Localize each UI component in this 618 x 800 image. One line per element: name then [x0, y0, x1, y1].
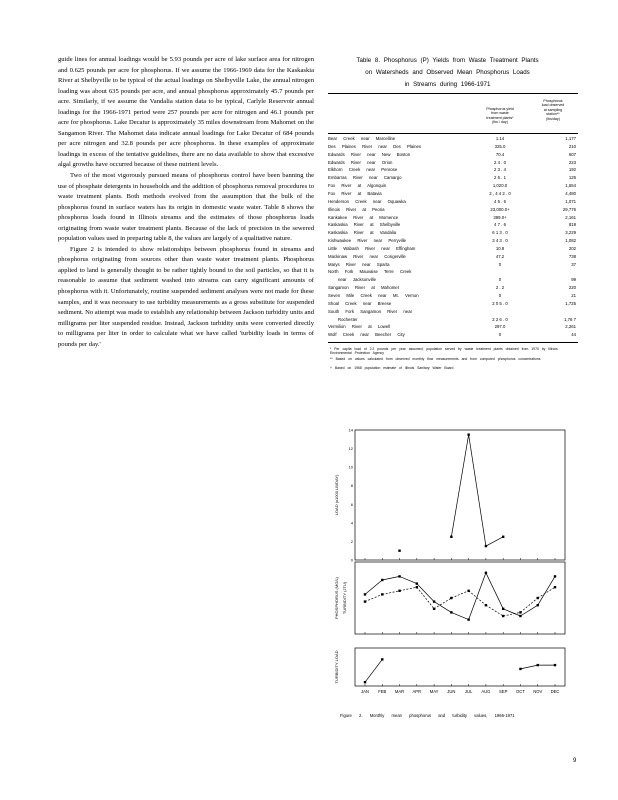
- table-row: [328, 174, 576, 182]
- table-row: [328, 206, 576, 214]
- station-name: Sangamon River at Mahomet: [328, 285, 399, 291]
- data-point: [554, 664, 556, 666]
- series-line-segment: [538, 576, 555, 605]
- observed-load-value: 192: [568, 167, 576, 173]
- waste-yield-value: 2 2 6 . 0: [492, 316, 508, 322]
- x-tick-label: JUN: [447, 689, 456, 694]
- table-row: [328, 292, 576, 300]
- table-row: [328, 151, 576, 159]
- observed-load-value: 738: [568, 253, 576, 259]
- table-row: [328, 300, 576, 308]
- y-tick-label: 10: [348, 464, 353, 470]
- y-tick-label: 14: [348, 427, 353, 433]
- chart-panel-frame: [355, 430, 565, 560]
- column-header-line: station**: [546, 112, 560, 117]
- table-row: [328, 245, 576, 253]
- waste-yield-value: 2 , 4 4 2 . 0: [489, 190, 511, 196]
- data-point: [554, 586, 556, 588]
- observed-load-value: 202: [568, 245, 576, 251]
- observed-load-value: 607: [568, 151, 576, 157]
- series-line-segment: [365, 594, 382, 601]
- waste-yield-value: 0: [498, 332, 502, 338]
- observed-load-value: 44: [571, 332, 576, 338]
- body-text-column: [58, 55, 314, 350]
- paragraph-loadings: guide lines for annual loadings would be 5.93 pounds per acre of lake surface area for nitrogen and 0.625 pounds per acre for phosphorus. If we assume the 1966-1969 data for the Kaskaskia River at Shelbyville to be typical of the actual loadings on Shelbyville Lake, the annual nitrogen loading was about 635 pounds per acre, and annual phosphorus approximately 45.7 pounds per acre. Similarly, if we assume the Vandalia station data to be typical, Carlyle Reservoir annual loadings for the 1966-1971 period were 257 pounds per acre for nitrogen and 46.1 pounds per acre for phosphorus. Lake Decatur is approximately 35 miles downstream from Mahomet on the Sangamon River. The Mahomet data indicate annual loadings for Lake Decatur of 684 pounds per acre nitrogen and 32.8 pounds per acre phosphorus. In these examples of approximate loadings in excess of the tentative guidelines, there are no data available to show that excessive algal growths have occurred because of these nutrient levels.: [58, 56, 314, 169]
- waste-yield-value: 47.2: [495, 253, 505, 259]
- observed-load-value: 125: [568, 175, 576, 181]
- series-line-segment: [538, 587, 555, 598]
- waste-yield-value: 0: [498, 293, 502, 298]
- observed-load-value: 1,725: [565, 300, 576, 306]
- station-name: Kishwaukee River near Perryville: [328, 238, 407, 244]
- observed-load-value: 1,071: [565, 198, 576, 204]
- series-line-segment: [382, 591, 399, 595]
- page-number: 9: [573, 758, 577, 764]
- series-line-segment: [486, 537, 503, 546]
- table-row: [328, 237, 576, 245]
- observed-load-value: 99: [571, 277, 576, 283]
- series-line-segment: [400, 576, 417, 583]
- column-header-line: Phosphorus: [543, 99, 563, 103]
- station-name: Little Wabash River near Effingham: [328, 245, 416, 251]
- x-tick-label: SEP: [498, 689, 508, 694]
- series-line-segment: [365, 580, 382, 594]
- waste-yield-value: 23,000.0+: [490, 206, 510, 212]
- waste-yield-value: 2 0 5 . 0: [492, 300, 508, 306]
- x-tick-label: APR: [412, 689, 422, 694]
- data-point: [398, 550, 400, 552]
- column-header-line: (lbs/day): [546, 116, 560, 121]
- observed-load-value: 3,229: [565, 230, 576, 236]
- x-tick-label: JAN: [361, 689, 369, 694]
- table-row: [328, 268, 576, 276]
- series-line-segment: [434, 602, 451, 613]
- chart-panel-frame: [355, 648, 565, 686]
- waste-yield-value: 399.0+: [493, 214, 507, 220]
- series-line-segment: [365, 659, 382, 682]
- station-name: Fox River at Batavia: [328, 190, 382, 196]
- table-title-line: Table 8. Phosphorus (P) Yields from Waste Treatment Plants: [356, 57, 539, 64]
- table-title-line: on Watersheds and Observed Mean Phosphorus Loads: [365, 69, 530, 76]
- paragraph-phosphorus-control: Two of the most vigorously pursued means of phosphorus control have been banning the use of phosphate detergents in households and the addition of phosphorus removal procedures to waste treatment plants. Both methods evolved from the assumption that the bulk of the phosphorus found in surface waters has its origin in domestic waste water. Table 8 shows the phosphorus loads found in Illinois streams and the estimates of those phosphorus loads originating from waste water treatment plants. Because of the lack of precision in the sewered population values used in preparing table 8, the values are largely of a qualitative nature.: [58, 172, 314, 243]
- x-tick-label: NOV: [533, 689, 543, 694]
- station-name: Edwards River near Orion: [328, 159, 393, 165]
- station-name: Mackinaw River near Congerville: [328, 253, 406, 259]
- observed-load-value: 223: [568, 159, 576, 165]
- footnote: ** Based on values calculated from observed monthly flow measurements and from computed phosphorus concentrations: [330, 357, 541, 361]
- table-title: [330, 55, 565, 91]
- y-tick-label: 2: [350, 538, 353, 544]
- series-line-segment: [486, 573, 503, 609]
- table-row: [328, 190, 576, 198]
- station-name: Rochester: [338, 316, 358, 322]
- waste-yield-value: 10.8: [495, 245, 505, 251]
- x-tick-label: AUG: [481, 689, 491, 694]
- table-row: [328, 323, 576, 331]
- waste-yield-value: 70.4: [495, 151, 505, 157]
- y-tick-label: 0: [350, 557, 353, 563]
- waste-yield-value: 2 4 . 0: [494, 159, 506, 165]
- column-header-line: from waste: [491, 111, 509, 116]
- y-tick-label: 8: [350, 483, 353, 489]
- waste-yield-value: 6 1 3 . 0: [492, 230, 508, 236]
- table-top-rule: [328, 93, 578, 94]
- observed-load-value: 1,177: [565, 136, 576, 141]
- table-row: [328, 166, 576, 174]
- table-row: [328, 135, 576, 143]
- waste-yield-value: 0: [498, 277, 502, 283]
- paragraph-figure-2: Figure 2 is intended to show relationships between phosphorus found in streams and phosphorus originating from sources other than waste water treatment plants. Phosphorus applied to land is generally thought to be rather tightly bound to the soil particles, so that it is reasonable to assume that sediment washed into streams can carry significant amounts of phosphorus with it. Unfortunately, routine suspended sediment analyses were not made for these samples, and it was necessary to use turbidity measurements as a gross substitute for suspended sediment. No attempt was made to establish any relationship between Jackson turbidity units and milligrams per liter suspended residue. Instead, Jackson turbidity units were converted directly to milligrams per liter in order to calculate what we have called 'turbidity loads in terms of pounds per day.': [58, 245, 315, 348]
- series-line-segment: [400, 587, 417, 591]
- x-tick-label: FEB: [378, 689, 387, 694]
- observed-load-value: 4,480: [565, 190, 576, 196]
- footnote: * Per capita load of 2.2 pounds per year assumed; population served by waste treatment plants obtained from 1970 by Illinois Environmental Protection Agency: [330, 347, 558, 356]
- observed-load-value: 1,082: [565, 238, 576, 244]
- x-tick-label: JUL: [464, 689, 473, 694]
- waste-yield-value: 3 4 3 . 0: [492, 238, 508, 244]
- station-name: Embarras River near Camargo: [328, 175, 402, 181]
- data-point: [554, 575, 556, 577]
- station-name: Vermilion River at Lowell: [328, 324, 391, 330]
- series-line-segment: [382, 576, 399, 580]
- x-tick-label: MAR: [394, 689, 405, 694]
- station-name: Henderson Creek near Oquawka: [328, 198, 406, 204]
- chart-panel-frame: [355, 562, 565, 634]
- table-row: [328, 331, 576, 339]
- station-name: Illinois River at Peoria: [328, 206, 385, 212]
- waste-yield-value: 4 5 . 6: [494, 198, 506, 204]
- observed-load-value: 2,161: [565, 214, 576, 220]
- figure-2-charts: [330, 400, 570, 705]
- x-tick-label: MAY: [429, 689, 439, 694]
- y-tick-label: 4: [350, 520, 353, 526]
- station-name: Edwards River near New Boston: [328, 151, 411, 157]
- waste-yield-value: 1,020.0: [492, 183, 508, 189]
- series-line-segment: [503, 609, 520, 616]
- observed-load-value: 819: [568, 222, 576, 228]
- waste-yield-value: 2 . 2: [495, 285, 505, 291]
- table-row: [328, 316, 576, 324]
- series-line-segment: [469, 435, 486, 546]
- observed-load-value: 2,261: [565, 324, 576, 330]
- x-tick-label: DEC: [550, 689, 560, 694]
- station-name: Kaskaskia River at Vandalia: [328, 230, 397, 236]
- series-line-segment: [417, 584, 434, 602]
- column-header-line: load observed: [541, 103, 565, 108]
- station-name: Bear Creek near Marcelline: [328, 136, 396, 141]
- observed-load-value: 37: [571, 261, 576, 267]
- observed-load-value: 1,76 7: [564, 316, 576, 322]
- series-line-segment: [520, 605, 537, 616]
- data-point: [381, 658, 383, 660]
- station-name: Kaskaskia River at Shelbyville: [328, 222, 401, 228]
- column-header-line: at sampling: [543, 107, 563, 112]
- observed-load-value: 1,654: [565, 183, 576, 189]
- table-row: [328, 253, 576, 261]
- waste-yield-value: 2 3 . 4: [494, 167, 506, 173]
- series-line-segment: [486, 605, 503, 616]
- station-name: Fox River at Algonquin: [328, 183, 387, 189]
- table-bottom-rule: [328, 342, 578, 343]
- column-header-observed-load: [530, 99, 576, 121]
- y-tick-label: 12: [348, 446, 353, 452]
- table-row: [328, 221, 576, 229]
- table-row: [328, 284, 576, 292]
- series-line-segment: [469, 591, 486, 605]
- y-axis-label: LOAD (x1000 LB/DAY): [334, 474, 339, 516]
- station-name: Elkhorn Creek near Penrose: [328, 167, 398, 173]
- waste-yield-value: 0: [498, 261, 502, 267]
- data-point: [485, 572, 487, 574]
- table-row: [328, 229, 576, 237]
- series-line-segment: [451, 612, 468, 619]
- table-row: [328, 214, 576, 222]
- station-name: Marys River near Sparta: [328, 261, 390, 267]
- series-line-segment: [451, 435, 468, 537]
- series-line-segment: [469, 573, 486, 620]
- station-name: Seven Mile Creek near Mt. Vernon: [328, 293, 419, 298]
- observed-load-value: 29,776: [562, 206, 576, 212]
- table-row: [328, 308, 576, 316]
- observed-load-value: 210: [568, 143, 576, 149]
- waste-yield-value: 325.0: [494, 143, 506, 149]
- table-row: [328, 261, 576, 269]
- series-line-segment: [520, 665, 537, 669]
- table-title-line: in Streams during 1966-1971: [404, 81, 491, 88]
- figure-caption: Figure 2. Monthly mean phosphorus and turbidity values, 1966-1971: [340, 713, 515, 718]
- observed-load-value: 21: [571, 293, 576, 298]
- y-tick-label: 6: [350, 501, 353, 507]
- table-row: [328, 182, 576, 190]
- column-header-line: (lbs / day): [492, 120, 508, 125]
- table-header-rule: [328, 133, 578, 134]
- series-line-segment: [503, 612, 520, 616]
- table-row: [328, 198, 576, 206]
- y-axis-label: TURBIDITY LOAD: [334, 650, 339, 684]
- table-row: [328, 143, 576, 151]
- observed-load-value: 220: [568, 285, 576, 291]
- series-line-segment: [417, 587, 434, 609]
- waste-yield-value: 1.14: [495, 136, 505, 141]
- x-tick-label: OCT: [516, 689, 525, 694]
- waste-yield-value: 2 6 . 1: [494, 175, 506, 181]
- column-header-line: treatment plants*: [486, 115, 514, 120]
- station-name: Shoal Creek near Breese: [328, 300, 392, 306]
- table-row: [328, 159, 576, 167]
- column-header-line: Phosphorus yield: [486, 107, 514, 111]
- table-row: [328, 276, 576, 284]
- station-name: South Fork Sangamon River near: [328, 308, 413, 314]
- footnote: + Based on 1968 population estimate of Illinois Sanitary Water Board: [330, 366, 454, 370]
- station-name: North Fork Mauvaise Terre Creek: [328, 269, 412, 275]
- station-name: Des Plaines River near Des Plaines: [328, 143, 422, 149]
- station-name: Wolf Creek near Beecher City: [328, 332, 405, 338]
- series-line-segment: [451, 591, 468, 598]
- station-name: near Jacksonville: [338, 277, 376, 283]
- data-point: [502, 536, 504, 538]
- y-axis-label: TURBIDITY (JTU): [342, 581, 347, 615]
- station-name: Kankakee River at Momence: [328, 214, 399, 220]
- waste-yield-value: 4 7 . 6: [494, 222, 506, 228]
- waste-yield-value: 297.0: [494, 324, 506, 330]
- y-axis-label: PHOSPHORUS (MG/L): [334, 576, 339, 620]
- column-header-waste-yield: [476, 107, 524, 125]
